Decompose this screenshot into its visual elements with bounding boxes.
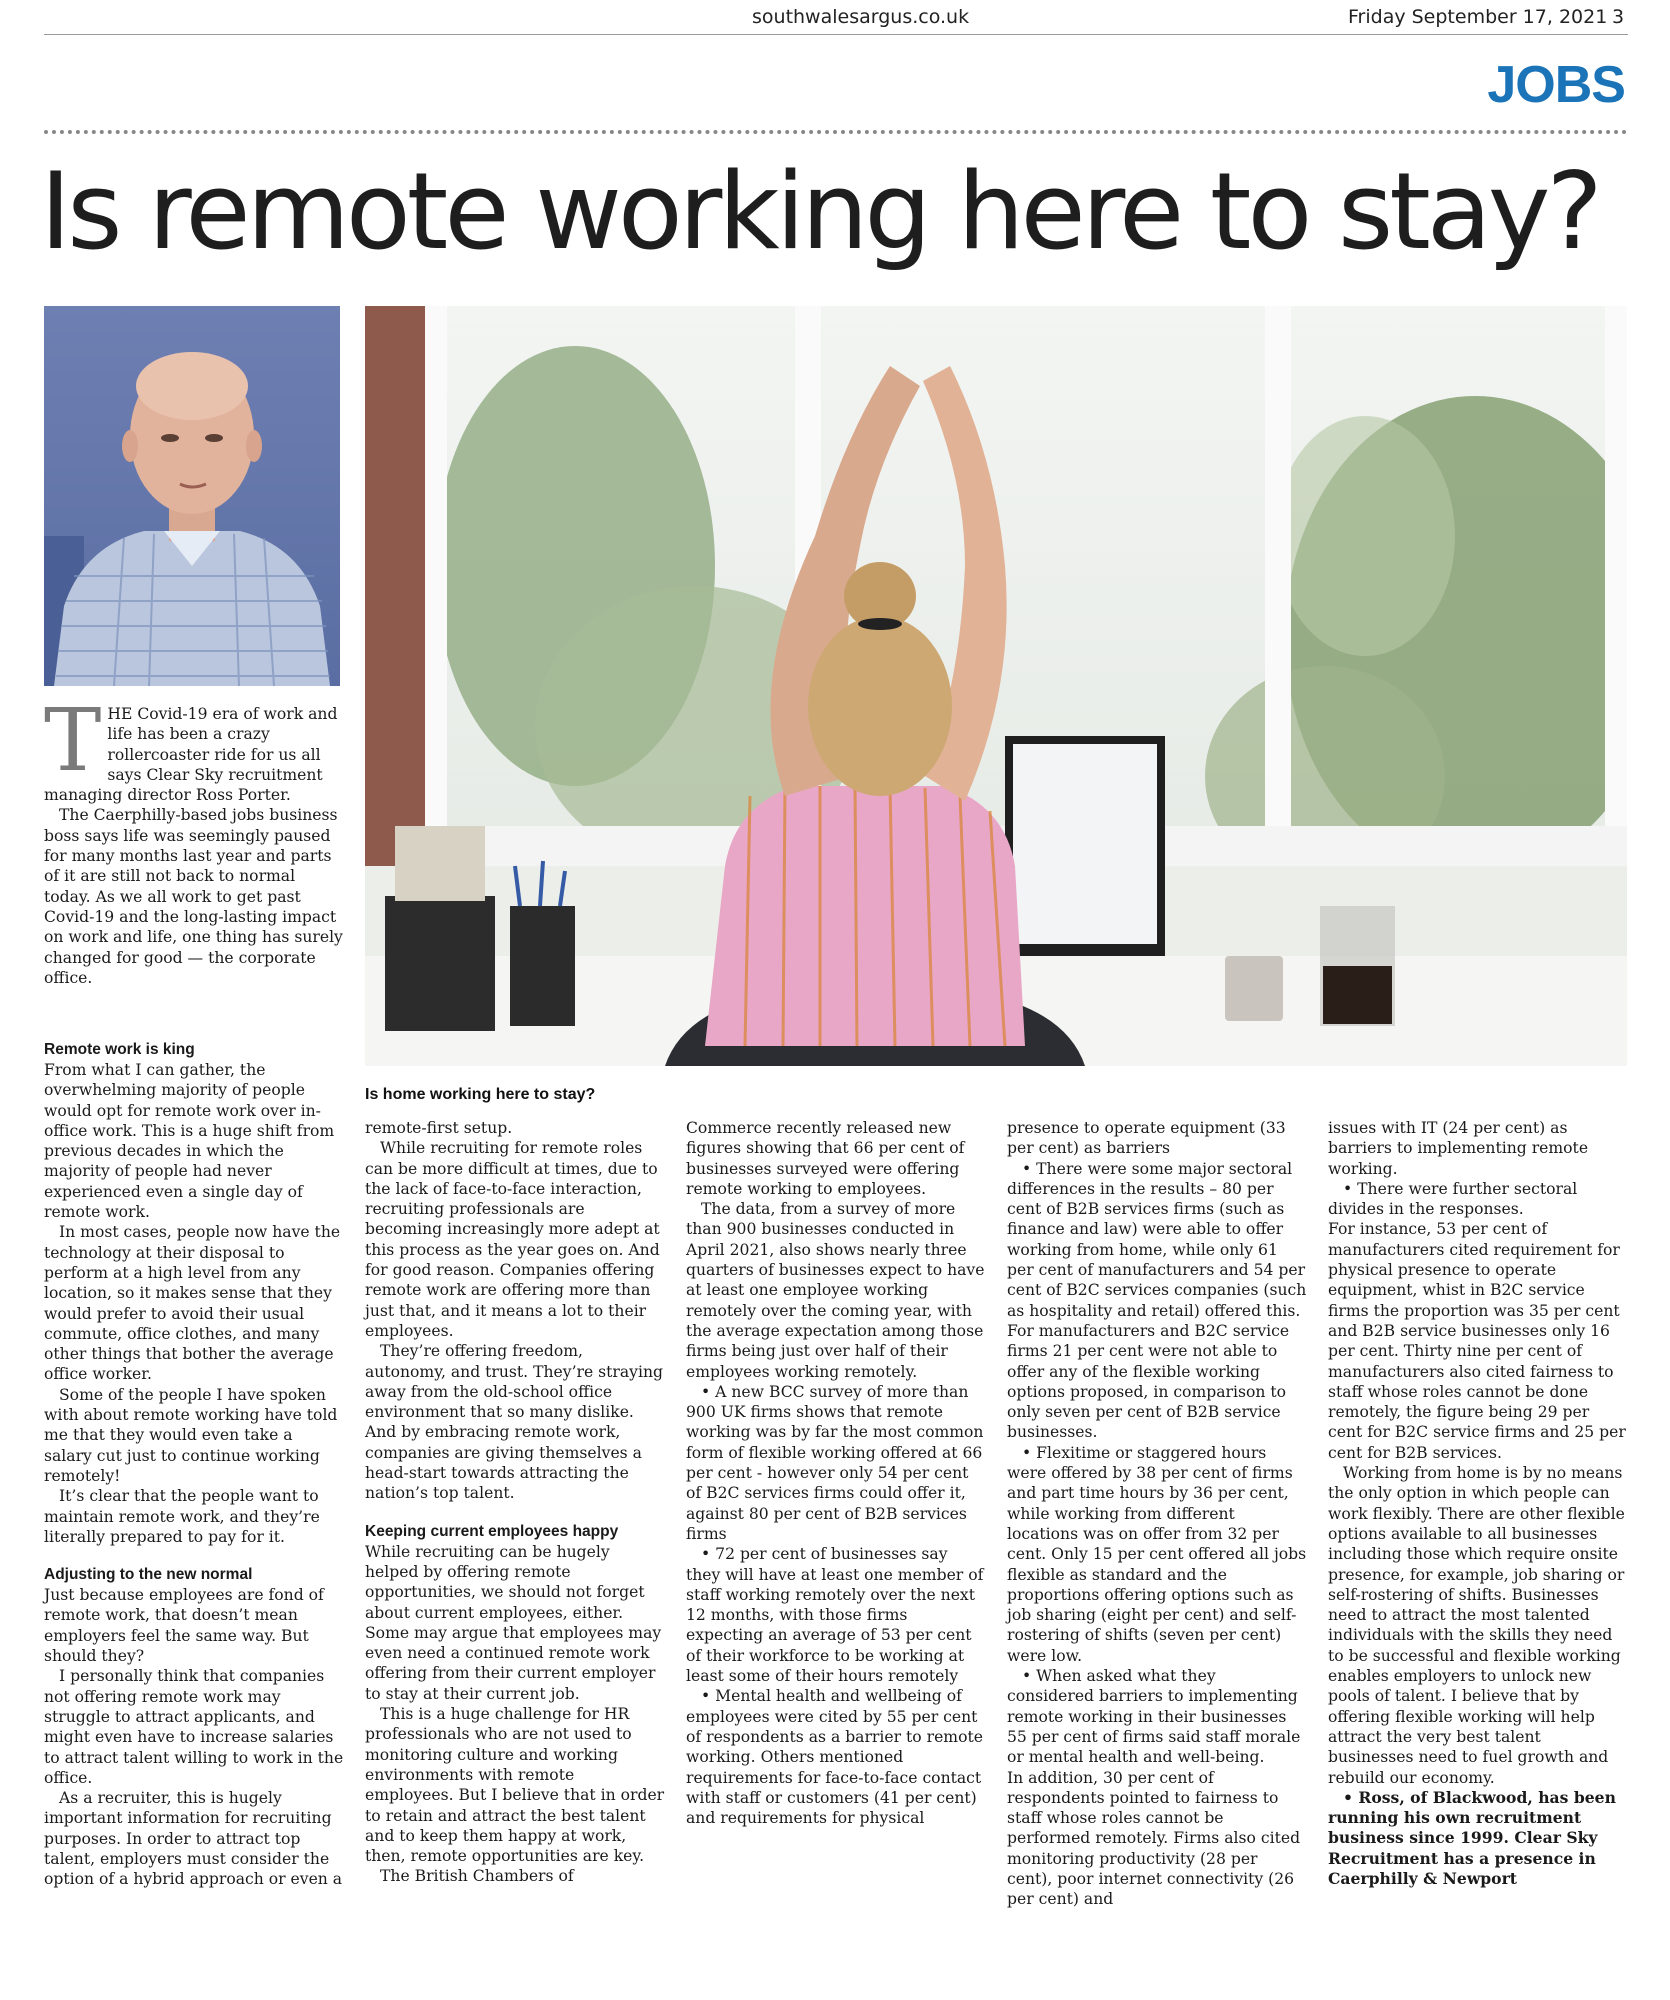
article-column-3 (686, 1118, 986, 1828)
article-paragraph: The Caerphilly-based jobs business boss says life was seemingly paused for many months last year and parts of it are still not back to normal today. As we all work to get past Covid-19 and the long-lasting impact on work and life, one thing has surely changed for good — the corporate office. (44, 806, 343, 987)
article-paragraph: Just because employees are fond of remote work, that doesn’t mean employers feel the same way. But should they? (44, 1586, 324, 1666)
article-paragraph: • Mental health and wellbeing of employees were cited by 55 per cent of respondents as a barrier to remote working. Others mentioned requirements for face-to-face contact with staff or customers (41 per cent) and requirements for physical (686, 1687, 983, 1828)
photo-caption: Is home working here to stay? (365, 1086, 596, 1103)
issue-date: Friday September 17, 2021 (1348, 6, 1608, 28)
article-paragraph: The British Chambers of (380, 1867, 574, 1886)
article-paragraph: • A new BCC survey of more than 900 UK firms shows that remote working was by far the most common form of flexible working offered at 66 per cent - however only 54 per cent of B2C services firms could offer it, against 80 per cent of B2B services firms (686, 1382, 984, 1543)
article-paragraph: remote-first setup. (365, 1119, 513, 1137)
article-paragraph: While recruiting can be hugely helped by offering remote opportunities, we should not forget about current employees, either. Some may argue that employees may even need a continued remote work offering from their current employer to stay at their current job. (365, 1542, 662, 1703)
article-paragraph: The data, from a survey of more than 900 businesses conducted in April 2021, also shows nearly three quarters of businesses expect to have at least one employee working remotely over the coming year, with the average expectation among those firms being just over half of their employees working remotely. (686, 1200, 985, 1381)
headline: Is remote working here to stay? (40, 150, 1599, 273)
article-paragraph: As a recruiter, this is hugely important information for recruiting purposes. In order to attract top talent, employers must consider the option of a hybrid approach or even a (44, 1789, 343, 1889)
article-column-1-cont (44, 1040, 344, 1890)
dotted-divider (44, 130, 1628, 134)
subheading: Keeping current employees happy (365, 1522, 619, 1540)
site-url: southwalesargus.co.uk (752, 6, 970, 28)
article-paragraph: In most cases, people now have the technology at their disposal to perform at a high level from any location, so it makes sense that they would prefer to avoid their usual commute, office clothes, and many other things that bother the average office worker. (44, 1223, 341, 1384)
article-column-5 (1328, 1118, 1628, 1889)
author-bio: • Ross, of Blackwood, has been running his own recruitment business since 1999. Clear Sky Recruitment has a presence in Caerphilly & Newport (1328, 1787, 1616, 1888)
article-paragraph: While recruiting for remote roles can be more difficult at times, due to the lack of face-to-face interaction, recruiting professionals are becoming increasingly more adept at this process as the year goes on. And for good reason. Companies offering remote work are offering more than just that, and it means a lot to their employees. (365, 1139, 660, 1340)
article-paragraph: • There were further sectoral divides in the responses. (1328, 1179, 1578, 1219)
dropcap: T (44, 691, 102, 791)
article-paragraph: I personally think that companies not offering remote work may struggle to attract applicants, and might even have to increase salaries to attract talent willing to work in the office. (44, 1667, 344, 1787)
article-paragraph: It’s clear that the people want to maintain remote work, and they’re literally prepared to pay for it. (44, 1487, 320, 1546)
article-paragraph: issues with IT (24 per cent) as barriers to implementing remote working. (1328, 1119, 1589, 1178)
article-paragraph: They’re offering freedom, autonomy, and trust. They’re straying away from the old-school office environment that so many dislike. And by embracing remote work, companies are giving themselves a head-start towards attracting the nation’s top talent. (365, 1342, 664, 1503)
article-paragraph: In addition, 30 per cent of respondents pointed to fairness to staff whose roles cannot be performed remotely. Firms also cited monitoring productivity (28 per cent), poor internet connectivity (26 per cent) and (1007, 1768, 1301, 1909)
article-paragraph: Commerce recently released new figures showing that 66 per cent of businesses surveyed were offering remote working to employees. (686, 1119, 965, 1198)
header-rule (44, 34, 1628, 35)
intro-paragraph: THE Covid-19 era of work and life has been a crazy rollercoaster ride for us all says Clear Sky recruitment managing director Ross Porter. (44, 691, 338, 805)
article-paragraph: • There were some major sectoral differences in the results – 80 per cent of B2B services firms (such as finance and law) were able to offer working from home, while only 61 per cent of manufacturers and 54 per cent of B2C services companies (such as hospitality and retail) offered this. For manufacturers and B2C service firms 21 per cent were not able to offer any of the flexible working options proposed, in comparison to only seven per cent of B2B service businesses. (1007, 1159, 1307, 1442)
article-paragraph: This is a huge challenge for HR professionals who are not used to monitoring culture and working environments with remote employees. But I believe that in order to retain and attract the best talent and to keep them happy at work, then, remote opportunities are key. (365, 1705, 665, 1866)
subheading: Adjusting to the new normal (44, 1566, 253, 1584)
article-paragraph: Working from home is by no means the only option in which people can work flexibly. There are other flexible options available to all businesses including those which require onsite presence, for example, job sharing or self-rostering of shifts. Businesses need to attract the most talented individuals with the skills they need to be successful and flexible working enables employers to unlock new pools of talent. I believe that by offering flexible working will help attract the very best talent businesses need to fuel growth and rebuild our economy. (1328, 1464, 1625, 1787)
article-column-1 (44, 691, 344, 988)
article-paragraph: presence to operate equipment (33 per cent) as barriers (1007, 1119, 1286, 1158)
article-paragraph: • 72 per cent of businesses say they will have at least one member of staff working remotely over the next 12 months, with those firms expecting an average of 53 per cent of their workforce to be working at least some of their hours remotely (686, 1545, 984, 1686)
portrait-photo (44, 306, 340, 686)
article-paragraph: • Flexitime or staggered hours were offered by 38 per cent of firms and part time hours by 36 per cent, while working from different locations was on offer from 32 per cent. Only 15 per cent offered all jobs flexible as standard and the proportions offering options such as job sharing (eight per cent) and self-rostering of shifts (seven per cent) were low. (1007, 1443, 1307, 1665)
page-number: 3 (1612, 6, 1625, 28)
hero-photo (365, 306, 1627, 1066)
article-paragraph: Some of the people I have spoken with about remote working have told me that they would even take a salary cut just to continue working remotely! (44, 1385, 338, 1485)
article-paragraph: • When asked what they considered barriers to implementing remote working in their businesses 55 per cent of firms said staff morale or mental health and well-being. (1007, 1667, 1301, 1767)
article-paragraph: For instance, 53 per cent of manufacturers cited requirement for physical presence to operate equipment, whist in B2C service firms the proportion was 35 per cent and B2B service businesses only 16 per cent. Thirty nine per cent of manufacturers also cited fairness to staff whose roles cannot be done remotely, the figure being 29 per cent for B2C service firms and 25 per cent for B2B services. (1328, 1220, 1626, 1462)
section-label: JOBS (1487, 56, 1625, 114)
article-paragraph: From what I can gather, the overwhelming majority of people would opt for remote work over in-office work. This is a huge shift from previous decades in which the majority of people had never experienced even a single day of remote work. (44, 1061, 335, 1222)
article-column-2 (365, 1118, 665, 1887)
article-column-4 (1007, 1118, 1307, 1910)
subheading: Remote work is king (44, 1041, 195, 1058)
